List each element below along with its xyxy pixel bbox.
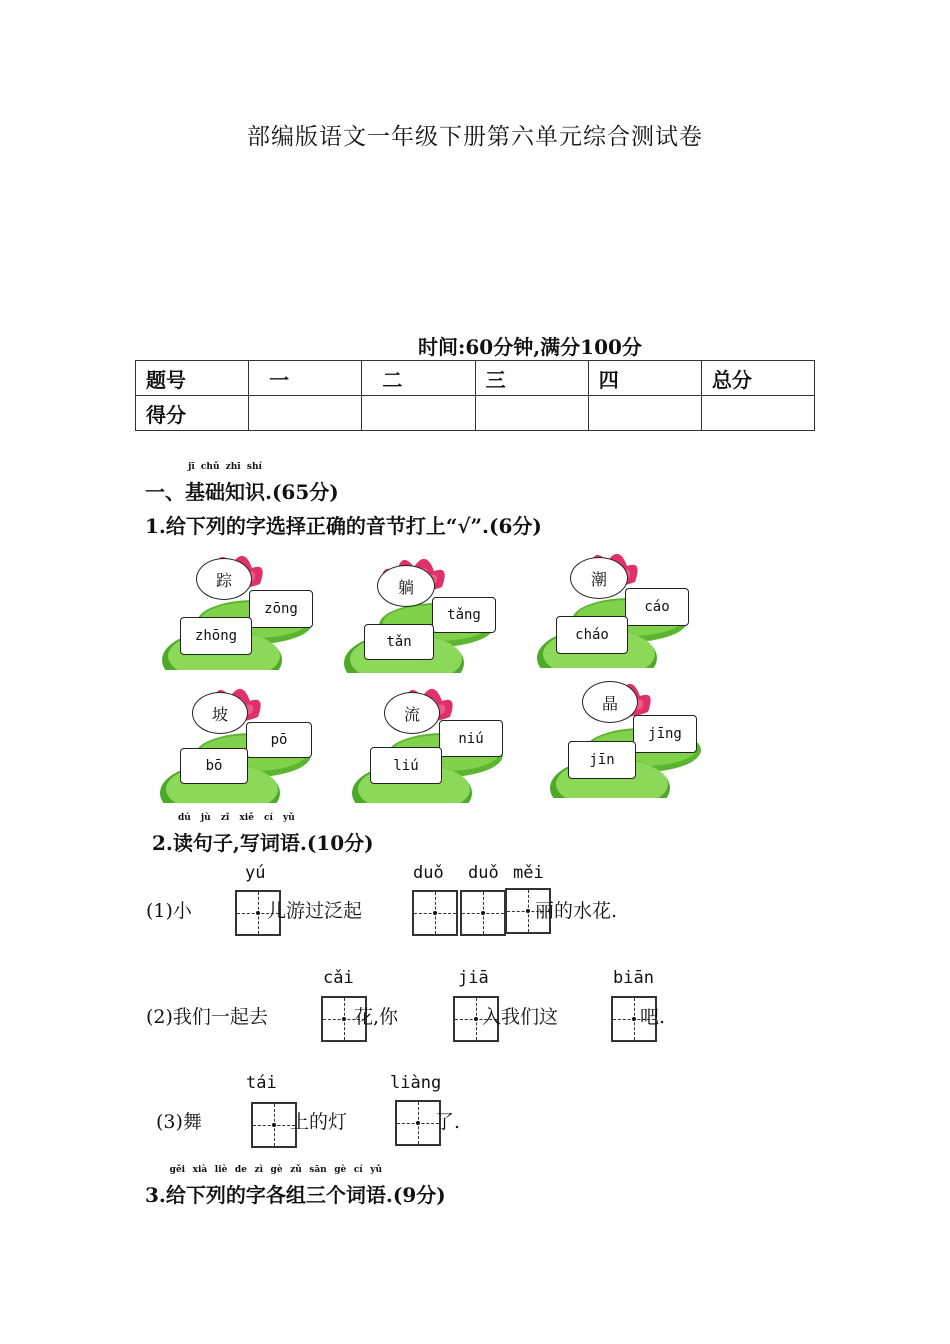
header-cell: 总分	[701, 361, 814, 396]
score-table	[135, 360, 815, 431]
pinyin: liè	[214, 1165, 228, 1175]
sentence-3-part: (3)舞	[156, 1111, 202, 1133]
character-bubble: 踪	[196, 558, 252, 600]
pinyin-row	[185, 462, 265, 472]
header-cell: 二	[362, 361, 475, 396]
sentence-2-part: 花,你	[354, 1006, 399, 1028]
pinyin: xià	[192, 1165, 208, 1175]
character-bubble: 流	[384, 692, 440, 734]
sentence-1-part: (1)小	[146, 900, 192, 922]
pinyin-row	[173, 813, 300, 823]
pinyin: yǔ	[370, 1165, 383, 1175]
writing-grid[interactable]	[412, 890, 458, 936]
pinyin-option[interactable]: zhōng	[180, 617, 252, 655]
lotus-flower-4	[158, 690, 318, 815]
pinyin-hint: jiā	[458, 968, 489, 988]
q2-score: .(10分)	[299, 831, 374, 855]
sentence-2-part: 吧.	[640, 1006, 666, 1028]
writing-grid[interactable]	[460, 890, 506, 936]
pinyin: sān	[309, 1165, 327, 1175]
score-cell[interactable]	[475, 396, 588, 431]
pinyin-hint: tái	[246, 1073, 277, 1093]
section1-heading	[145, 462, 339, 505]
pinyin-hint: biān	[613, 968, 654, 988]
pinyin: de	[234, 1165, 247, 1175]
pinyin: dú	[177, 813, 191, 823]
pinyin-option[interactable]: pō	[246, 722, 312, 758]
score-table-header-row	[136, 361, 815, 396]
q1-title: 1.给下列的字选择正确的音节打上“√”.(6分)	[145, 514, 542, 538]
pinyin-hint: liàng	[390, 1073, 442, 1093]
pinyin-hint: duǒ	[413, 863, 444, 883]
pinyin: cí	[353, 1165, 363, 1175]
q2-title: 读句子,写词语	[172, 831, 300, 855]
section1-title-annotated	[185, 462, 265, 505]
lotus-flower-1	[160, 560, 320, 685]
sentence-2-part: 入我们这	[482, 1006, 559, 1028]
header-cell: 四	[588, 361, 701, 396]
q3-heading	[145, 1165, 446, 1208]
header-cell: 一	[249, 361, 362, 396]
pinyin: zǐ	[220, 813, 230, 823]
sentence-2-part: (2)我们一起去	[146, 1006, 268, 1028]
lotus-flower-5	[350, 690, 510, 815]
score-cell[interactable]	[701, 396, 814, 431]
score-cell[interactable]	[249, 396, 362, 431]
pinyin: zǔ	[290, 1165, 302, 1175]
pinyin-hint: yú	[245, 863, 266, 883]
pinyin-option[interactable]: bō	[180, 748, 248, 784]
pinyin: gè	[270, 1165, 283, 1175]
pinyin: jī	[188, 462, 195, 472]
pinyin: gěi	[169, 1165, 186, 1175]
pinyin-option[interactable]: jīn	[568, 741, 636, 779]
pinyin: gè	[334, 1165, 347, 1175]
pinyin-option[interactable]: jīng	[633, 715, 697, 753]
section1-prefix: 一、	[145, 480, 185, 504]
q3-title: 给下列的字各组三个词语	[165, 1183, 386, 1207]
pinyin-option[interactable]: tǎng	[432, 597, 496, 633]
sentence-3-part: 上的灯	[290, 1111, 348, 1133]
section1-score: .(65分)	[265, 480, 339, 504]
character-bubble: 坡	[192, 692, 248, 734]
score-cell[interactable]	[588, 396, 701, 431]
pinyin: xiě	[239, 813, 254, 823]
time-info: 时间:60分钟,满分100分	[418, 335, 642, 359]
pinyin: chǔ	[200, 462, 220, 472]
header-cell: 三	[475, 361, 588, 396]
character-bubble: 躺	[377, 565, 435, 607]
score-table-score-row	[136, 396, 815, 431]
header-cell: 题号	[136, 361, 249, 396]
pinyin-option[interactable]: zōng	[249, 590, 313, 628]
lotus-flower-2	[342, 560, 502, 685]
sentence-1-part: 丽的水花.	[535, 900, 618, 922]
section1-title: 基础知识	[185, 480, 265, 504]
pinyin-option[interactable]: tǎn	[364, 624, 434, 660]
pinyin-row	[166, 1165, 386, 1175]
sentence-3-part: 了.	[435, 1111, 461, 1133]
pinyin: shí	[246, 462, 262, 472]
q3-title-annotated	[165, 1165, 386, 1208]
lotus-flower-6	[548, 685, 708, 810]
q2-title-annotated	[172, 813, 300, 856]
q3-prefix: 3.	[145, 1183, 166, 1207]
pinyin: jù	[200, 813, 211, 823]
pinyin-option[interactable]: niú	[439, 720, 503, 757]
q2-prefix: 2.	[152, 831, 173, 855]
character-bubble: 晶	[582, 681, 638, 723]
page-title: 部编版语文一年级下册第六单元综合测试卷	[247, 124, 703, 150]
lotus-flower-3	[535, 555, 695, 680]
pinyin-hint: cǎi	[323, 968, 354, 988]
q3-score: .(9分)	[385, 1183, 446, 1207]
row-label: 得分	[136, 396, 249, 431]
score-cell[interactable]	[362, 396, 475, 431]
sentence-1-part: 儿游过泛起	[267, 900, 363, 922]
pinyin: zhī	[225, 462, 241, 472]
pinyin: cí	[264, 813, 273, 823]
character-bubble: 潮	[570, 557, 628, 599]
pinyin-option[interactable]: cáo	[625, 588, 689, 626]
pinyin-option[interactable]: liú	[370, 747, 442, 784]
pinyin-hint: měi	[513, 863, 544, 883]
pinyin-option[interactable]: cháo	[556, 616, 628, 654]
q2-heading	[152, 813, 374, 856]
pinyin-hint: duǒ	[468, 863, 499, 883]
pinyin: yǔ	[283, 813, 295, 823]
pinyin: zì	[254, 1165, 263, 1175]
